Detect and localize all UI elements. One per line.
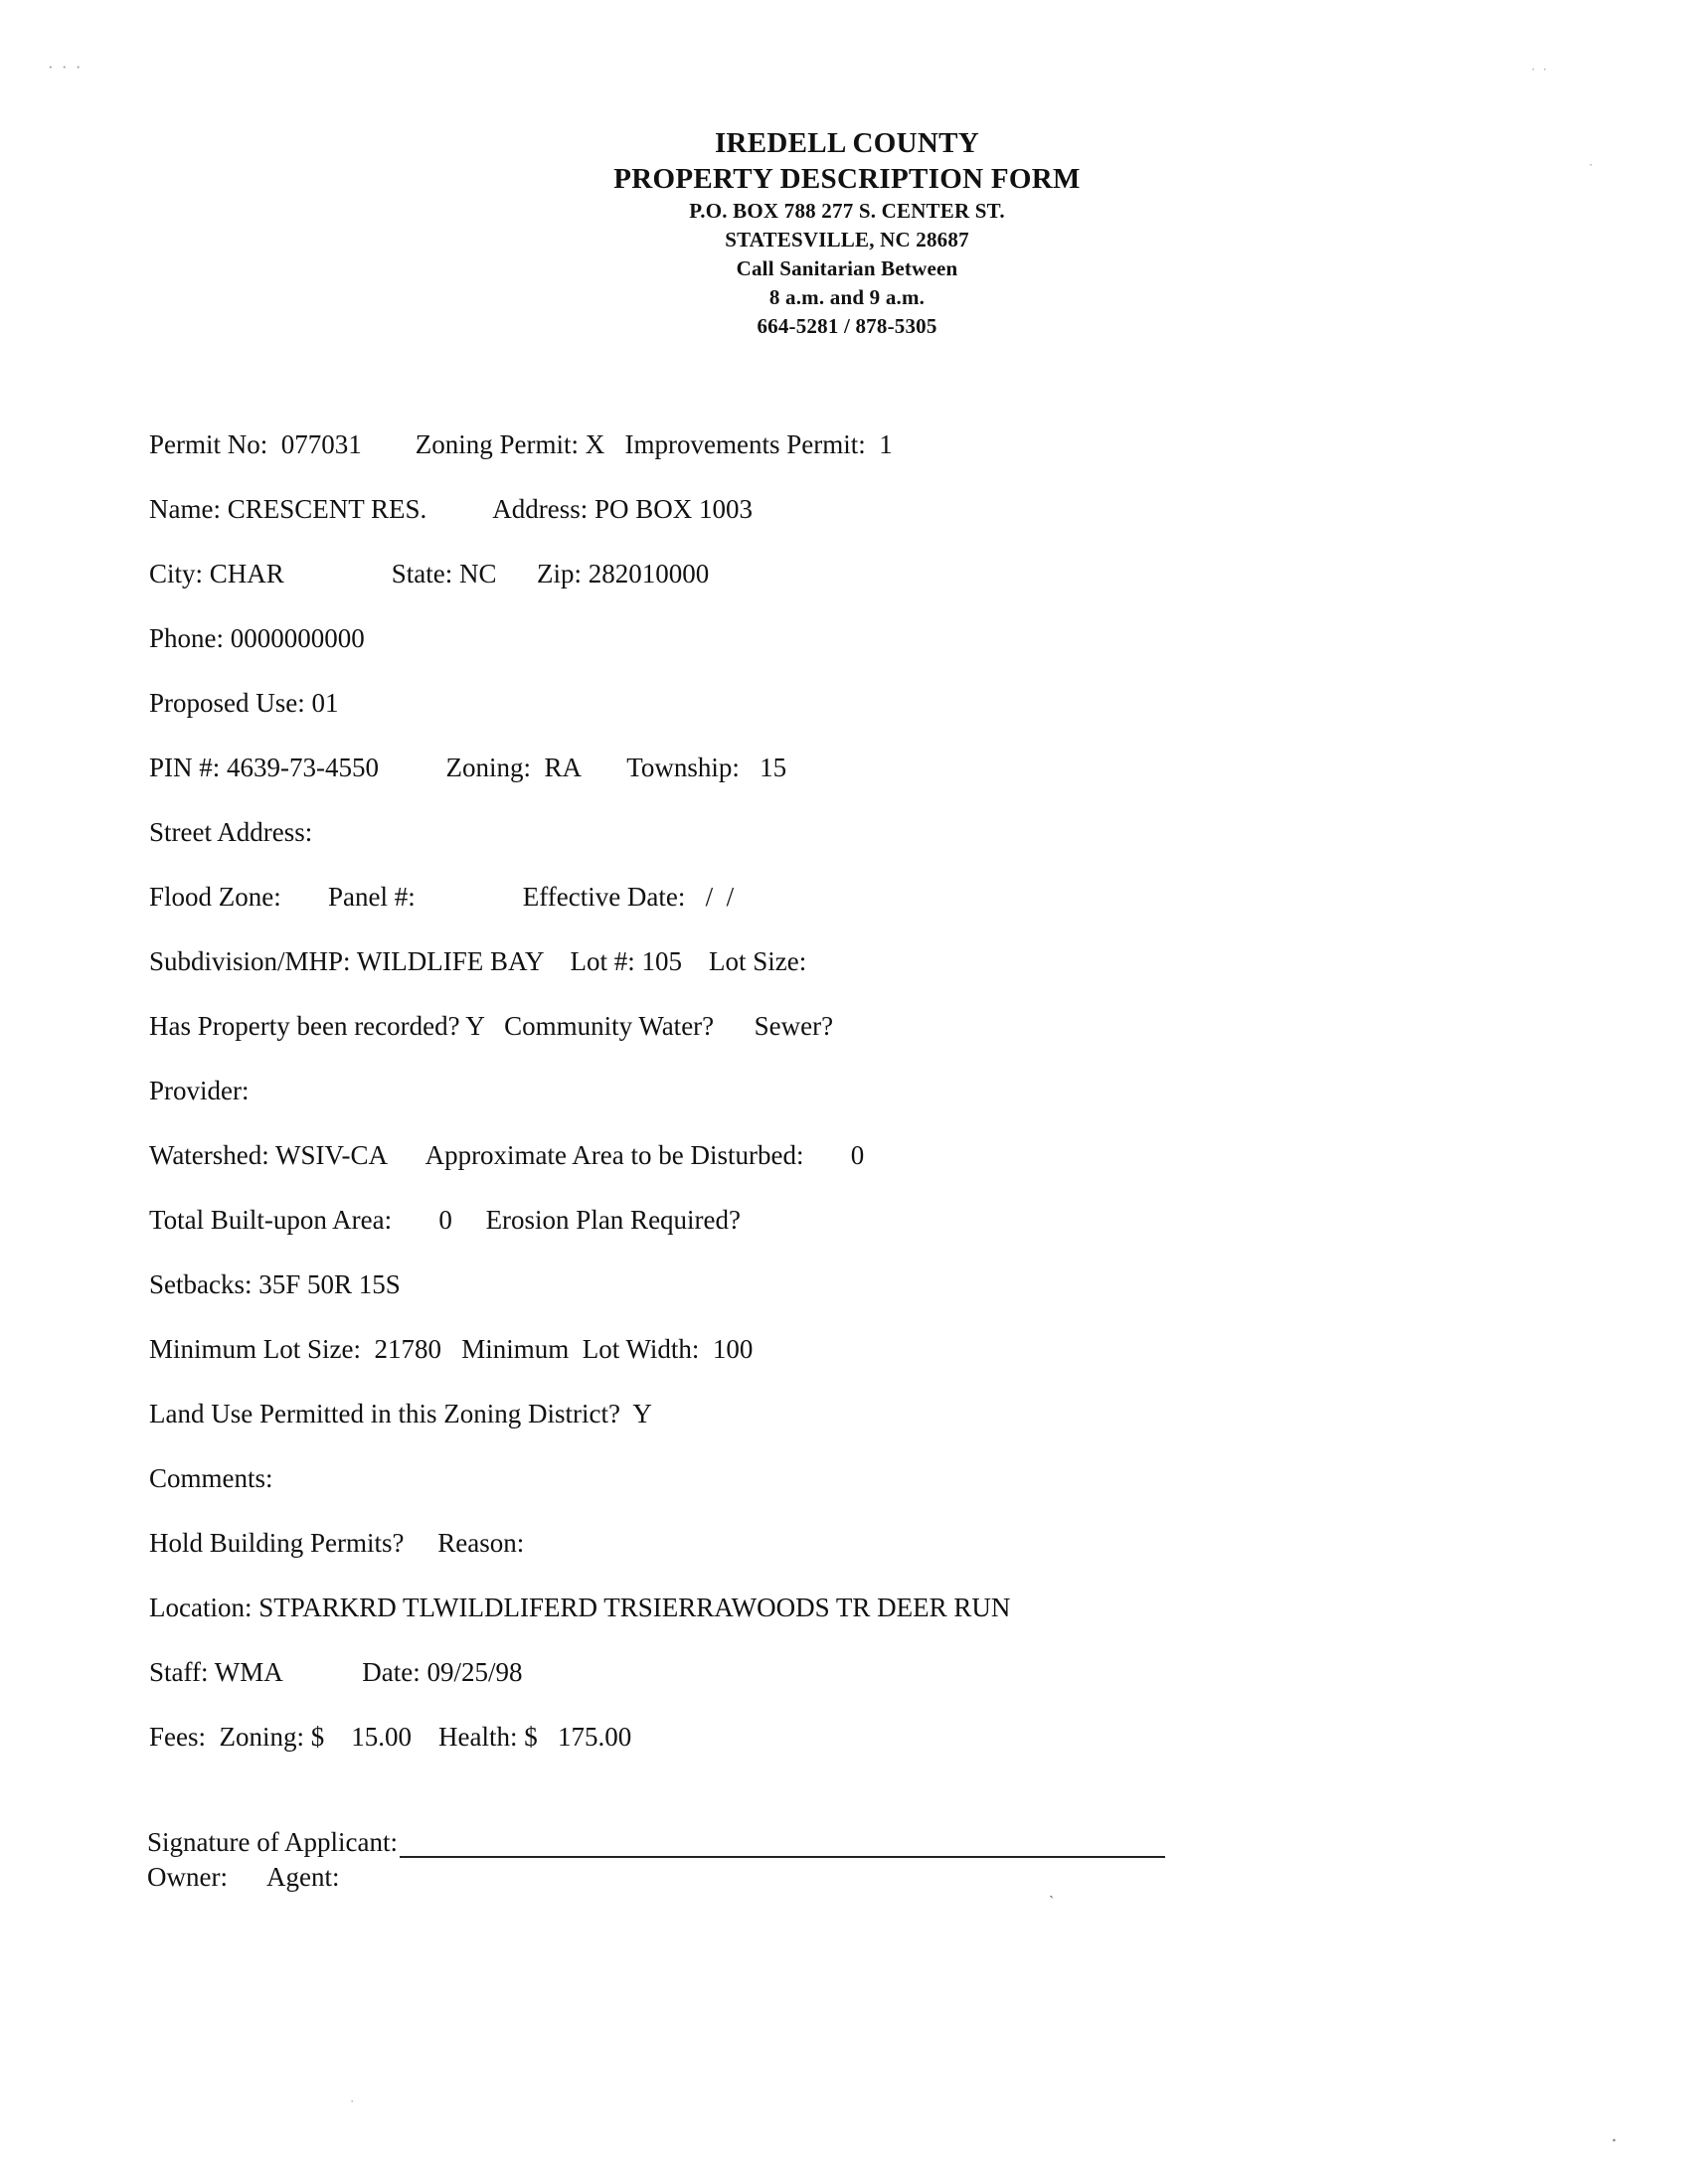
header-hours-line: 8 a.m. and 9 a.m.	[768, 285, 926, 309]
field-proposed-use: Proposed Use: 01	[149, 688, 339, 718]
signature-applicant-label: Signature of Applicant:	[147, 1827, 398, 1857]
scan-artifact-tick: `	[1049, 1894, 1055, 1911]
header-city-line: STATESVILLE, NC 28687	[725, 228, 969, 252]
field-built-upon-erosion: Total Built-upon Area: 0 Erosion Plan Required?	[149, 1205, 742, 1235]
field-subdivision: Subdivision/MHP: WILDLIFE BAY Lot #: 105 Lot Size:	[149, 946, 807, 976]
field-pin-zoning-township: PIN #: 4639-73-4550 Zoning: RA Township: 15	[149, 753, 787, 782]
scan-artifact-top-left: · · ·	[48, 58, 84, 77]
field-permit-no: Permit No: 077031 Zoning Permit: X Improvements Permit: 1	[149, 429, 893, 459]
field-setbacks: Setbacks: 35F 50R 15S	[149, 1269, 401, 1299]
header-address-line: P.O. BOX 788 277 S. CENTER ST.	[689, 199, 1005, 223]
scan-artifact-top-right-2: ·	[1589, 157, 1596, 172]
field-name-address: Name: CRESCENT RES. Address: PO BOX 1003	[149, 494, 754, 524]
field-comments: Comments:	[149, 1463, 273, 1493]
field-city-state-zip: City: CHAR State: NC Zip: 282010000	[149, 559, 710, 588]
signature-block	[147, 1827, 1340, 1893]
header-call-line: Call Sanitarian Between	[736, 256, 958, 280]
header-title: IREDELL COUNTY	[714, 127, 980, 159]
field-minimum-lot: Minimum Lot Size: 21780 Minimum Lot Width: 100	[149, 1334, 754, 1364]
field-staff-date: Staff: WMA Date: 09/25/98	[149, 1657, 523, 1687]
signature-owner-agent-label: Owner: Agent:	[147, 1862, 340, 1892]
header-phone-line: 664-5281 / 878-5305	[757, 314, 937, 338]
document-header	[0, 125, 1694, 341]
header-subtitle: PROPERTY DESCRIPTION FORM	[613, 163, 1081, 195]
scan-artifact-bottom-left: ·	[350, 2094, 357, 2108]
field-recorded-water-sewer: Has Property been recorded? Y Community Water? Sewer?	[149, 1011, 834, 1041]
field-hold-building-permits: Hold Building Permits? Reason:	[149, 1528, 525, 1558]
field-street-address: Street Address:	[149, 817, 313, 847]
signature-line[interactable]	[400, 1834, 1165, 1858]
field-fees: Fees: Zoning: $ 15.00 Health: $ 175.00	[149, 1722, 632, 1752]
scan-artifact-top-right: · ·	[1531, 62, 1549, 77]
field-location: Location: STPARKRD TLWILDLIFERD TRSIERRAWOODS TR DEER RUN	[149, 1593, 1011, 1622]
scan-artifact-bottom-right: ·	[1609, 2126, 1621, 2153]
field-provider: Provider:	[149, 1076, 250, 1105]
form-fields	[149, 413, 1471, 1769]
field-phone: Phone: 0000000000	[149, 623, 365, 653]
field-flood-zone: Flood Zone: Panel #: Effective Date: / /	[149, 882, 735, 912]
field-land-use-permitted: Land Use Permitted in this Zoning District? Y	[149, 1399, 652, 1428]
field-watershed-disturbed: Watershed: WSIV-CA Approximate Area to be Disturbed: 0	[149, 1140, 865, 1170]
